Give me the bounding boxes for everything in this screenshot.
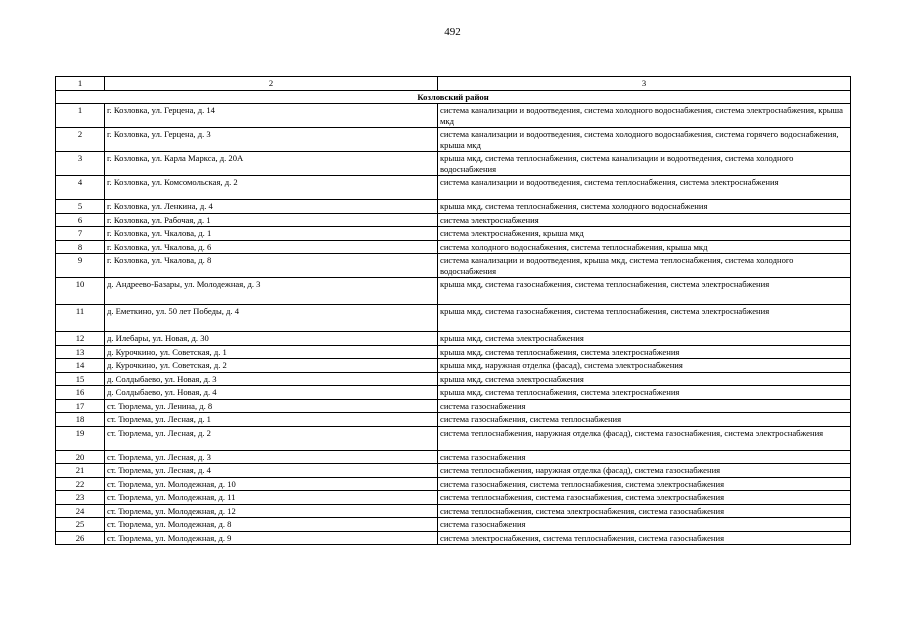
- row-number: 13: [56, 345, 105, 359]
- row-systems: крыша мкд, система теплоснабжения, система электроснабжения: [438, 345, 851, 359]
- row-address: ст. Тюрлема, ул. Лесная, д. 2: [105, 426, 438, 450]
- row-address: д. Солдыбаево, ул. Новая, д. 3: [105, 372, 438, 386]
- row-number: 19: [56, 426, 105, 450]
- row-number: 15: [56, 372, 105, 386]
- row-address: г. Козловка, ул. Герцена, д. 3: [105, 128, 438, 152]
- table-row: [56, 128, 851, 152]
- row-number: 17: [56, 399, 105, 413]
- column-number-row: [56, 77, 851, 91]
- table-row: [56, 152, 851, 176]
- table-row: [56, 477, 851, 491]
- row-systems: система газоснабжения: [438, 399, 851, 413]
- row-address: г. Козловка, ул. Чкалова, д. 8: [105, 254, 438, 278]
- row-systems: система электроснабжения: [438, 213, 851, 227]
- row-number: 2: [56, 128, 105, 152]
- row-systems: крыша мкд, система газоснабжения, система теплоснабжения, система электроснабжения: [438, 305, 851, 332]
- table-row: [56, 240, 851, 254]
- row-address: г. Козловка, ул. Чкалова, д. 1: [105, 227, 438, 241]
- table-row: [56, 450, 851, 464]
- table-row: [56, 359, 851, 373]
- table-row: [56, 345, 851, 359]
- row-systems: система газоснабжения, система теплоснабжения, система электроснабжения: [438, 477, 851, 491]
- row-address: ст. Тюрлема, ул. Лесная, д. 1: [105, 413, 438, 427]
- table-row: [56, 518, 851, 532]
- row-systems: крыша мкд, наружная отделка (фасад), система электроснабжения: [438, 359, 851, 373]
- row-number: 8: [56, 240, 105, 254]
- row-number: 22: [56, 477, 105, 491]
- row-number: 24: [56, 504, 105, 518]
- row-address: д. Курочкино, ул. Советская, д. 2: [105, 359, 438, 373]
- row-number: 14: [56, 359, 105, 373]
- table-row: [56, 426, 851, 450]
- row-systems: система канализации и водоотведения, система холодного водоснабжения, система горячего водоснабжения, крыша мкд: [438, 128, 851, 152]
- district-name: Козловский район: [56, 90, 851, 104]
- row-number: 18: [56, 413, 105, 427]
- row-systems: система теплоснабжения, система электроснабжения, система газоснабжения: [438, 504, 851, 518]
- table-row: [56, 386, 851, 400]
- row-address: ст. Тюрлема, ул. Лесная, д. 4: [105, 464, 438, 478]
- row-systems: система газоснабжения, система теплоснабжения: [438, 413, 851, 427]
- row-systems: крыша мкд, система теплоснабжения, система холодного водоснабжения: [438, 200, 851, 214]
- row-systems: система холодного водоснабжения, система теплоснабжения, крыша мкд: [438, 240, 851, 254]
- row-address: г. Козловка, ул. Карла Маркса, д. 20А: [105, 152, 438, 176]
- row-systems: система канализации и водоотведения, крыша мкд, система теплоснабжения, система холодного водоснабжения: [438, 254, 851, 278]
- row-systems: система теплоснабжения, наружная отделка (фасад), система газоснабжения: [438, 464, 851, 478]
- row-address: ст. Тюрлема, ул. Молодежная, д. 10: [105, 477, 438, 491]
- row-address: д. Илебары, ул. Новая, д. 30: [105, 332, 438, 346]
- row-address: ст. Тюрлема, ул. Молодежная, д. 8: [105, 518, 438, 532]
- row-number: 11: [56, 305, 105, 332]
- page-number: 492: [444, 26, 461, 38]
- row-number: 23: [56, 491, 105, 505]
- table-row: [56, 491, 851, 505]
- table-row: [56, 464, 851, 478]
- row-address: г. Козловка, ул. Рабочая, д. 1: [105, 213, 438, 227]
- table-row: [56, 254, 851, 278]
- table-row: [56, 332, 851, 346]
- row-number: 25: [56, 518, 105, 532]
- row-systems: система газоснабжения: [438, 450, 851, 464]
- row-systems: система теплоснабжения, наружная отделка (фасад), система газоснабжения, система электроснабжения: [438, 426, 851, 450]
- row-address: д. Солдыбаево, ул. Новая, д. 4: [105, 386, 438, 400]
- row-number: 4: [56, 176, 105, 200]
- row-systems: крыша мкд, система газоснабжения, система теплоснабжения, система электроснабжения: [438, 278, 851, 305]
- row-number: 5: [56, 200, 105, 214]
- row-systems: крыша мкд, система теплоснабжения, система электроснабжения: [438, 386, 851, 400]
- table-row: [56, 399, 851, 413]
- table-row: [56, 504, 851, 518]
- table-row: [56, 305, 851, 332]
- table-row: [56, 104, 851, 128]
- table-row: [56, 200, 851, 214]
- row-address: д. Еметкино, ул. 50 лет Победы, д. 4: [105, 305, 438, 332]
- repair-register-table: [55, 76, 851, 545]
- column-number-1: 1: [56, 77, 105, 91]
- row-systems: крыша мкд, система электроснабжения: [438, 372, 851, 386]
- row-address: д. Курочкино, ул. Советская, д. 1: [105, 345, 438, 359]
- row-systems: система канализации и водоотведения, система теплоснабжения, система электроснабжения: [438, 176, 851, 200]
- row-number: 9: [56, 254, 105, 278]
- row-address: ст. Тюрлема, ул. Молодежная, д. 9: [105, 531, 438, 545]
- row-address: г. Козловка, ул. Герцена, д. 14: [105, 104, 438, 128]
- row-address: г. Козловка, ул. Чкалова, д. 6: [105, 240, 438, 254]
- table-row: [56, 372, 851, 386]
- column-number-3: 3: [438, 77, 851, 91]
- row-systems: система газоснабжения: [438, 518, 851, 532]
- table-row: [56, 278, 851, 305]
- column-number-2: 2: [105, 77, 438, 91]
- table-row: [56, 413, 851, 427]
- table-row: [56, 213, 851, 227]
- row-number: 26: [56, 531, 105, 545]
- table-row: [56, 227, 851, 241]
- row-address: г. Козловка, ул. Комсомольская, д. 2: [105, 176, 438, 200]
- row-address: ст. Тюрлема, ул. Молодежная, д. 12: [105, 504, 438, 518]
- row-systems: система электроснабжения, крыша мкд: [438, 227, 851, 241]
- district-row: [56, 90, 851, 104]
- row-address: ст. Тюрлема, ул. Лесная, д. 3: [105, 450, 438, 464]
- row-number: 12: [56, 332, 105, 346]
- row-address: д. Андреево-Базары, ул. Молодежная, д. 3: [105, 278, 438, 305]
- row-address: ст. Тюрлема, ул. Ленина, д. 8: [105, 399, 438, 413]
- row-address: г. Козловка, ул. Ленкина, д. 4: [105, 200, 438, 214]
- table-row: [56, 531, 851, 545]
- row-number: 20: [56, 450, 105, 464]
- row-systems: система электроснабжения, система теплоснабжения, система газоснабжения: [438, 531, 851, 545]
- row-number: 16: [56, 386, 105, 400]
- row-number: 7: [56, 227, 105, 241]
- row-number: 10: [56, 278, 105, 305]
- row-number: 21: [56, 464, 105, 478]
- row-address: ст. Тюрлема, ул. Молодежная, д. 11: [105, 491, 438, 505]
- row-number: 1: [56, 104, 105, 128]
- row-number: 6: [56, 213, 105, 227]
- row-systems: система канализации и водоотведения, система холодного водоснабжения, система электроснабжения, крыша мкд: [438, 104, 851, 128]
- row-systems: система теплоснабжения, система газоснабжения, система электроснабжения: [438, 491, 851, 505]
- row-systems: крыша мкд, система электроснабжения: [438, 332, 851, 346]
- table-row: [56, 176, 851, 200]
- row-systems: крыша мкд, система теплоснабжения, система канализации и водоотведения, система холодного водоснабжения: [438, 152, 851, 176]
- row-number: 3: [56, 152, 105, 176]
